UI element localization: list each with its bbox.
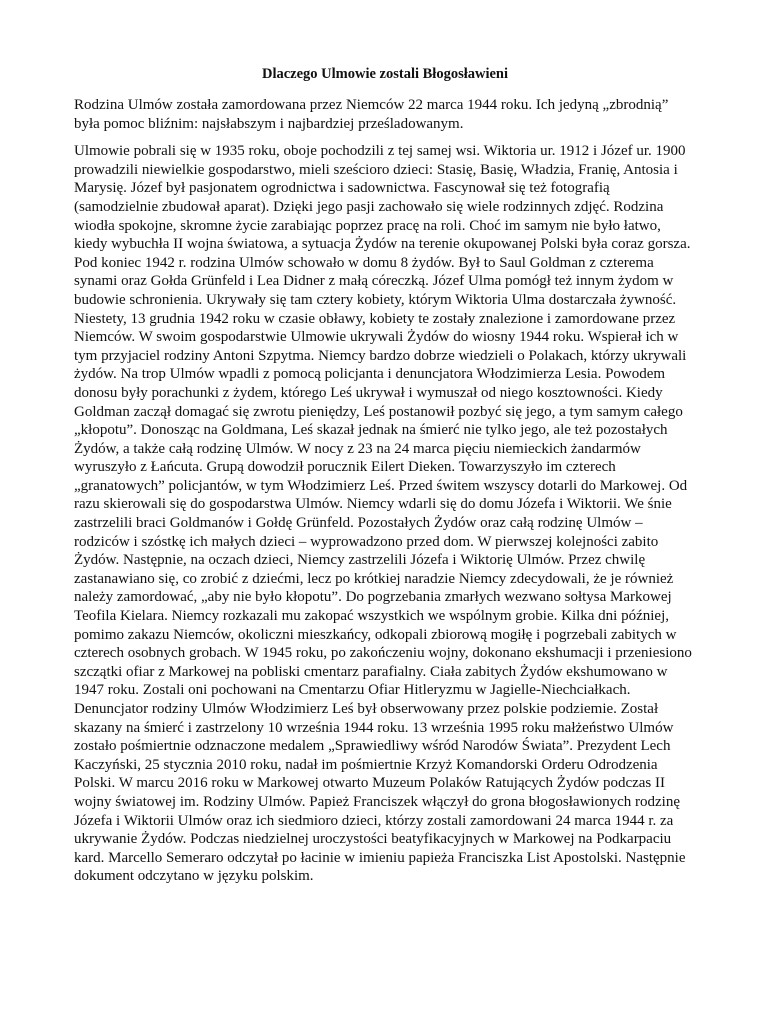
document-title: Dlaczego Ulmowie zostali Błogosławieni xyxy=(261,66,509,82)
intro-paragraph: Rodzina Ulmów została zamordowana przez Niemców 22 marca 1944 roku. Ich jedyną „zbrodnią” była pomoc bliźnim: najsłabszym i najbardziej prześladowanym. xyxy=(74,97,669,132)
body-paragraph: Ulmowie pobrali się w 1935 roku, oboje pochodzili z tej samej wsi. Wiktoria ur. 1912 i Józef ur. 1900 prowadzili niewielkie gospodarstwo, mieli sześcioro dzieci: Stasię, Basię, Władzia, Franię, Antosia i Marysię. Józef był pasjonatem ogrodnictwa i sadownictwa. Fascynował się też fotografią (samodzielnie zbudował aparat). Dzięki jego pasji zachowało się wiele rodzinnych zdjęć. Rodzina wiodła spokojne, skromne życie zarabiając poprzez pracę na roli. Choć im samym nie było łatwo, kiedy wybuchła II wojna światowa, a sytuacja Żydów na terenie okupowanej Polski była coraz gorsza. Pod koniec 1942 r. rodzina Ulmów schowało w domu 8 żydów. Był to Saul Goldman z czterema synami oraz Gołda Grünfeld i Lea Didner z małą córeczką. Józef Ulma pomógł też innym żydom w budowie schronienia. Ukrywały się tam cztery kobiety, którym Wiktoria Ulma dostarczała żywność. Niestety, 13 grudnia 1942 roku w czasie obławy, kobiety te zostały znalezione i zamordowane przez Niemców. W swoim gospodarstwie Ulmowie ukrywali Żydów do wiosny 1944 roku. Wspierał ich w tym przyjaciel rodziny Antoni Szpytma. Niemcy bardzo dobrze wiedzieli o Polakach, którzy ukrywali żydów. Na trop Ulmów wpadli z pomocą policjanta i denuncjatora Włodzimierza Lesia. Powodem donosu były porachunki z żydem, którego Leś ukrywał i wymuszał od niego kosztowności. Kiedy Goldman zaczął domagać się zwrotu pieniędzy, Leś postanowił pozbyć się jego, a tym samym całego „kłopotu”. Donosząc na Goldmana, Leś skazał jednak na śmierć nie tylko jego, ale też pozostałych Żydów, a także całą rodzinę Ulmów. W nocy z 23 na 24 marca pięciu niemieckich żandarmów wyruszyło z Łańcuta. Grupą dowodził porucznik Eilert Dieken. Towarzyszyło im czterech „granatowych” policjantów, w tym Włodzimierz Leś. Przed świtem wszyscy dotarli do Markowej. Od razu skierowali się do gospodarstwa Ulmów. Niemcy wdarli się do domu Józefa i Wiktorii. We śnie zastrzelili braci Goldmanów i Gołdę Grünfeld. Pozostałych Żydów oraz całą rodzinę Ulmów – rodziców i szóstkę ich małych dzieci – wyprowadzono przed dom. W pierwszej kolejności zabito Żydów. Następnie, na oczach dzieci, Niemcy zastrzelili Józefa i Wiktorię Ulmów. Przez chwilę zastanawiano się, co zrobić z dziećmi, lecz po krótkiej naradzie Niemcy zdecydowali, że je również należy zamordować, „aby nie było kłopotu”. Do pogrzebania zmarłych wezwano sołtysa Markowej Teofila Kielara. Niemcy rozkazali mu zakopać wszystkich we wspólnym grobie. Kilka dni później, pomimo zakazu Niemców, okoliczni mieszkańcy, odkopali zbiorową mogiłę i pogrzebali zabitych w czterech osobnych grobach. W 1945 roku, po zakończeniu wojny, dokonano ekshumacji i przeniesiono szczątki ofiar z Markowej na pobliski cmentarz parafialny. Ciała zabitych Żydów ekshumowano w 1947 roku. Zostali oni pochowani na Cmentarzu Ofiar Hitleryzmu w Jagielle-Niechciałkach. Denuncjator rodziny Ulmów Włodzimierz Leś był obserwowany przez polskie podziemie. Został skazany na śmierć i zastrzelony 10 września 1944 roku. 13 września 1995 roku małżeństwo Ulmów zostało pośmiertnie odznaczone medalem „Sprawiedliwy wśród Narodów Świata”. Prezydent Lech Kaczyński, 25 stycznia 2010 roku, nadał im pośmiertnie Krzyż Komandorski Orderu Odrodzenia Polski. W marcu 2016 roku w Markowej otwarto Muzeum Polaków Ratujących Żydów podczas II wojny światowej im. Rodziny Ulmów. Papież Franciszek włączył do grona błogosławionych rodzinę Józefa i Wiktorii Ulmów oraz ich siedmioro dzieci, którzy zostali zamordowani 24 marca 1944 r. za ukrywanie Żydów. Podczas niedzielnej uroczystości beatyfikacyjnych w Markowej na Podkarpaciu kard. Marcello Semeraro odczytał po łacinie w imieniu papieża Franciszka List Apostolski. Następnie dokument odczytano w języku polskim. xyxy=(74,143,692,885)
document-page xyxy=(74,64,696,895)
